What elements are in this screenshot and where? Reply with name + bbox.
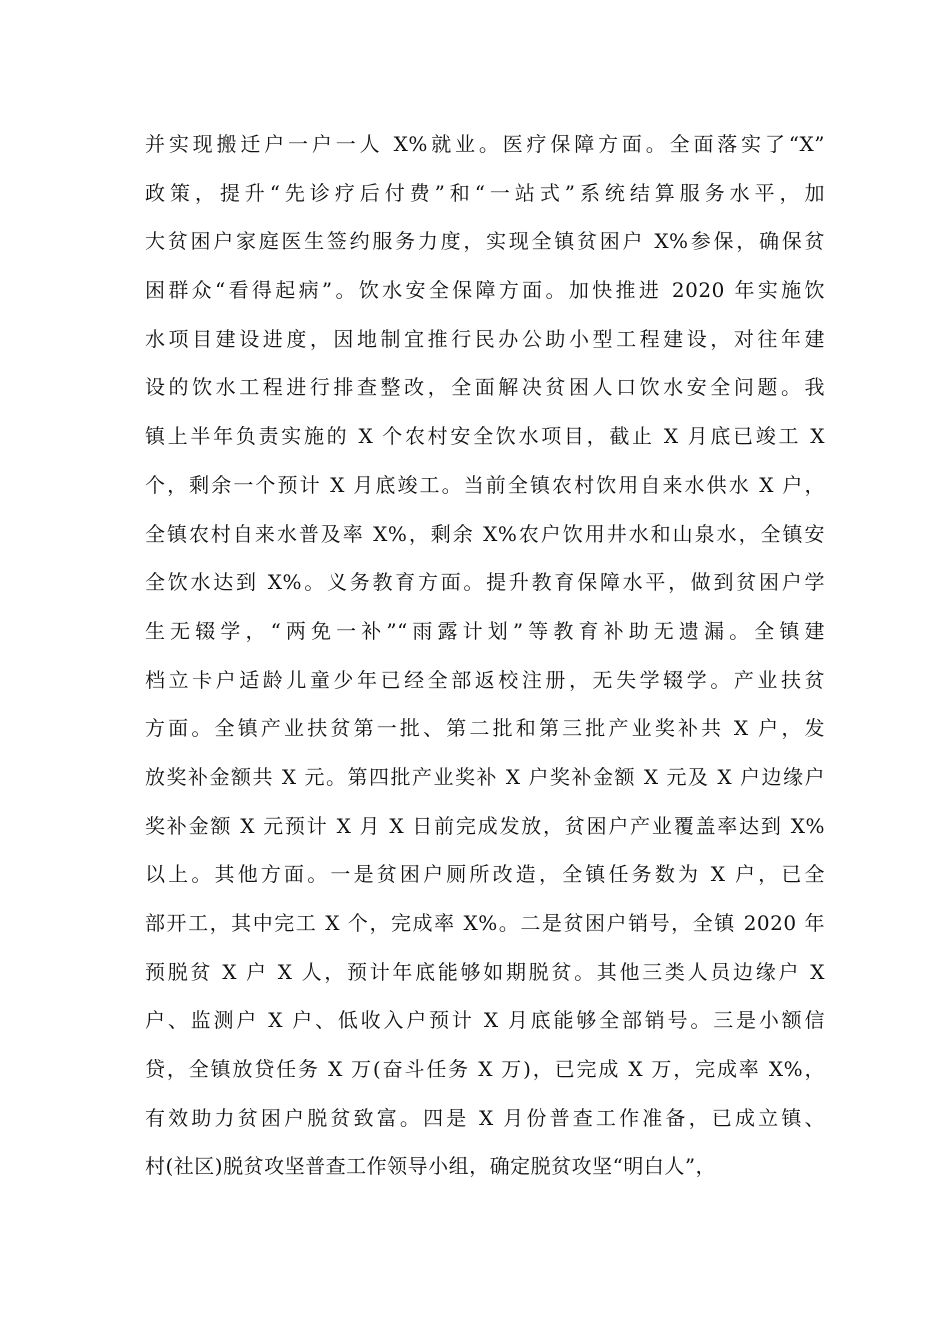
text-line: 贷，全镇放贷任务 X 万(奋斗任务 X 万)，已完成 X 万，完成率 X%， xyxy=(145,1057,825,1082)
text-line: 部开工，其中完工 X 个，完成率 X%。二是贫困户销号，全镇 2020 年 xyxy=(145,911,825,935)
text-line: 放奖补金额共 X 元。第四批产业奖补 X 户奖补金额 X 元及 X 户边缘户 xyxy=(145,764,825,789)
text-line: 村(社区)脱贫攻坚普查工作领导小组，确定脱贫攻坚“明白人”， xyxy=(145,1154,717,1179)
text-line: 档立卡户适龄儿童少年已经全部返校注册，无失学辍学。产业扶贫 xyxy=(145,667,825,692)
text-line: 政策，提升“先诊疗后付费”和“一站式”系统结算服务水平，加 xyxy=(145,180,825,205)
text-line: 设的饮水工程进行排查整改，全面解决贫困人口饮水安全问题。我 xyxy=(145,375,825,400)
text-line: 全镇农村自来水普及率 X%，剩余 X%农户饮用井水和山泉水，全镇安 xyxy=(145,521,825,546)
text-line: 全饮水达到 X%。义务教育方面。提升教育保障水平，做到贫困户学 xyxy=(145,570,825,595)
text-line: 个，剩余一个预计 X 月底竣工。当前全镇农村饮用自来水供水 X 户， xyxy=(145,472,825,497)
body-text xyxy=(145,126,825,1197)
text-line: 户、监测户 X 户、低收入户预计 X 月底能够全部销号。三是小额信 xyxy=(145,1008,825,1033)
text-line: 预脱贫 X 户 X 人，预计年底能够如期脱贫。其他三类人员边缘户 X xyxy=(145,959,825,984)
text-line: 水项目建设进度，因地制宜推行民办公助小型工程建设，对往年建 xyxy=(145,326,825,351)
text-line: 困群众“看得起病”。饮水安全保障方面。加快推进 2020 年实施饮 xyxy=(145,278,825,303)
text-line: 有效助力贫困户脱贫致富。四是 X 月份普查工作准备，已成立镇、 xyxy=(145,1105,825,1130)
text-line: 大贫困户家庭医生签约服务力度，实现全镇贫困户 X%参保，确保贫 xyxy=(145,229,825,254)
text-line: 并实现搬迁户一户一人 X%就业。医疗保障方面。全面落实了“X” xyxy=(145,132,825,156)
text-line: 生无辍学，“两免一补”“雨露计划”等教育补助无遗漏。全镇建 xyxy=(145,618,825,643)
text-line: 镇上半年负责实施的 X 个农村安全饮水项目，截止 X 月底已竣工 X xyxy=(145,424,825,449)
text-line: 奖补金额 X 元预计 X 月 X 日前完成发放，贫困户产业覆盖率达到 X% xyxy=(145,813,825,838)
text-line: 方面。全镇产业扶贫第一批、第二批和第三批产业奖补共 X 户，发 xyxy=(145,716,825,741)
text-line: 以上。其他方面。一是贫困户厕所改造，全镇任务数为 X 户，已全 xyxy=(145,862,825,887)
